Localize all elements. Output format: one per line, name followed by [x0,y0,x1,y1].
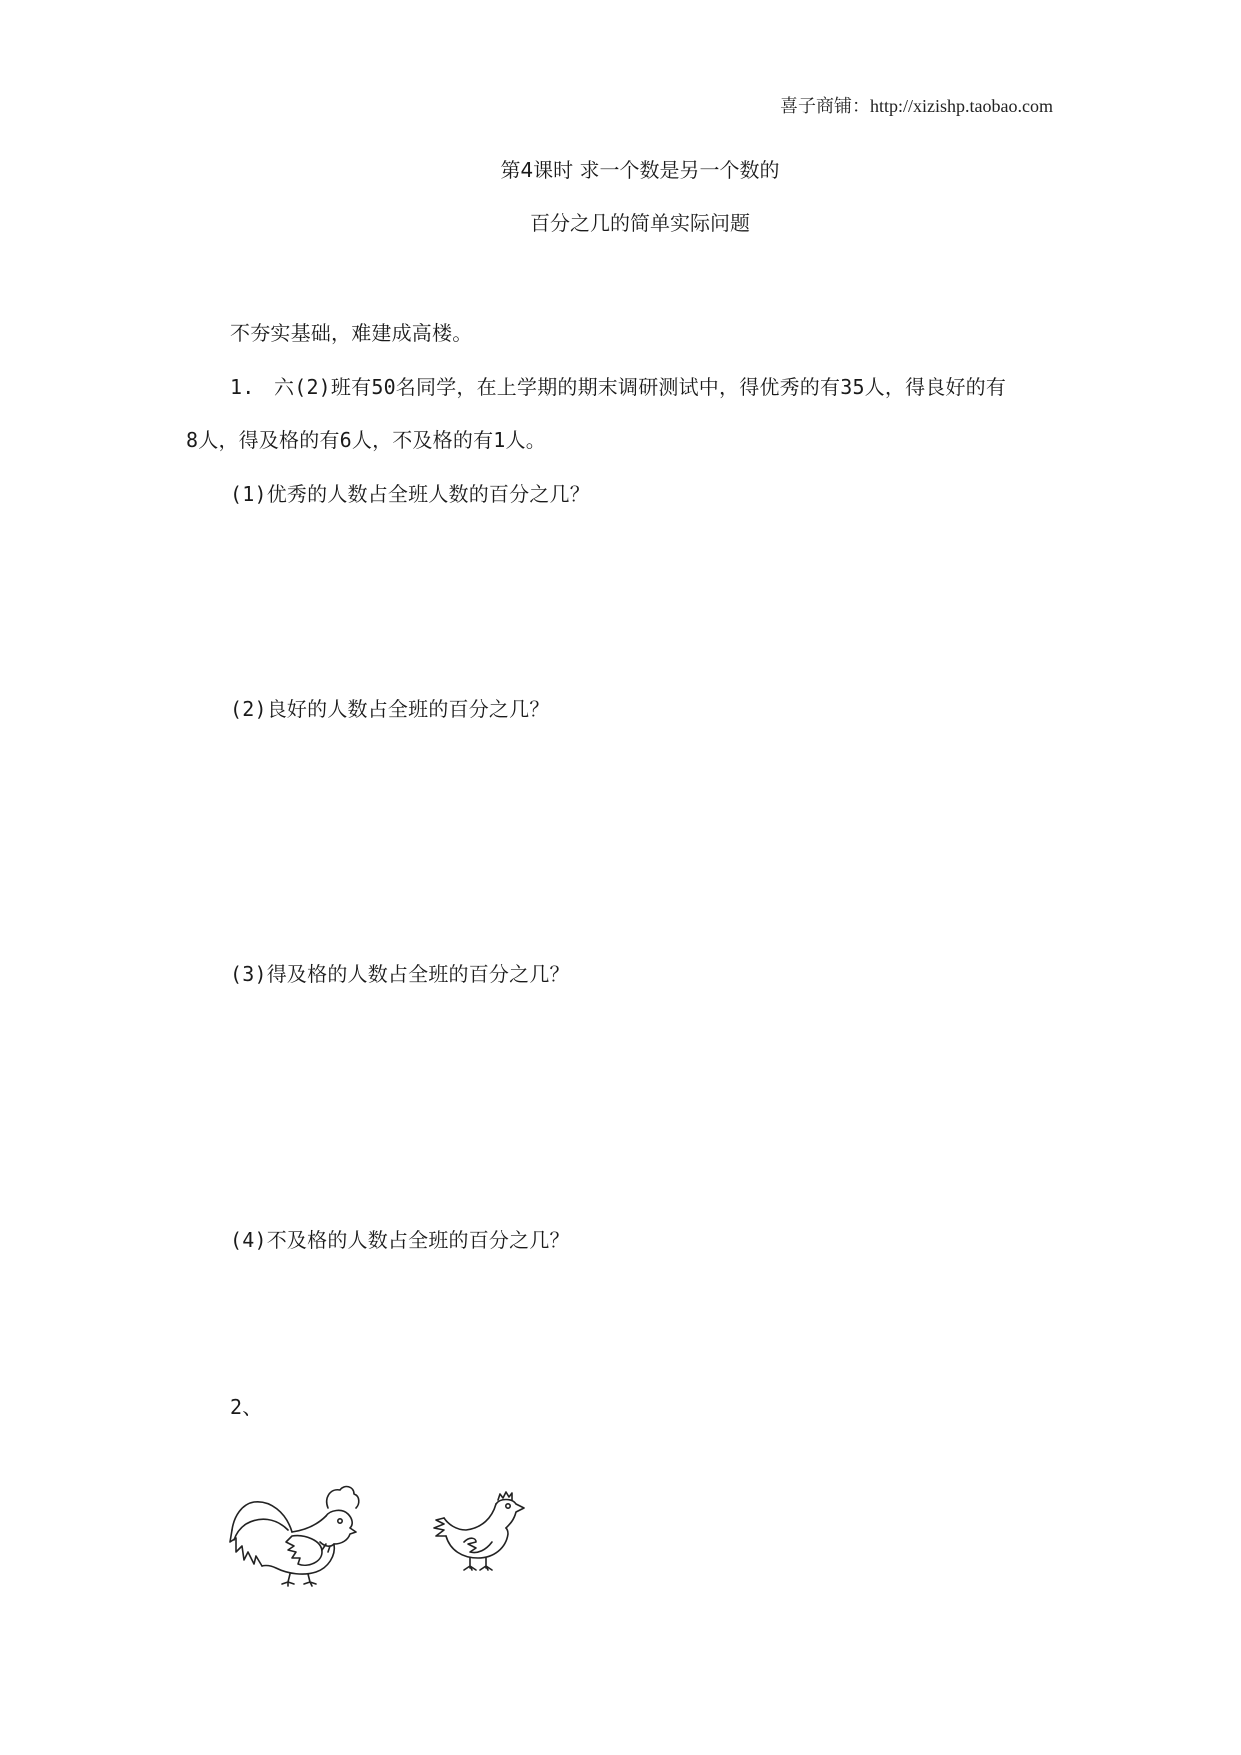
lesson-title-line2: 百分之几的简单实际问题 [530,211,750,235]
question-1-text-line2: 8人，得及格的有6人，不及格的有1人。 [186,428,546,452]
sub-question-2: (2)良好的人数占全班的百分之几？ [230,697,550,721]
question-2-number: 2、 [230,1395,263,1419]
question-1-line1 [230,371,1006,400]
sub-question-4: (4)不及格的人数占全班的百分之几？ [230,1228,570,1252]
lesson-title-line1: 第4课时 求一个数是另一个数的 [500,158,780,182]
rooster-illustration [226,1476,362,1588]
sub-question-3: (3)得及格的人数占全班的百分之几？ [230,962,570,986]
motto: 不夯实基础，难建成高楼。 [230,321,473,345]
hen-illustration [426,1478,530,1572]
question-1-number: 1. [230,375,255,399]
sub-question-1: (1)优秀的人数占全班人数的百分之几？ [230,482,590,506]
shop-header-note: 喜子商铺：http://xizishp.taobao.com [780,96,1053,116]
question-1-text-line1: 六(2)班有50名同学，在上学期的期末调研测试中，得优秀的有35人，得良好的有 [274,375,1007,399]
